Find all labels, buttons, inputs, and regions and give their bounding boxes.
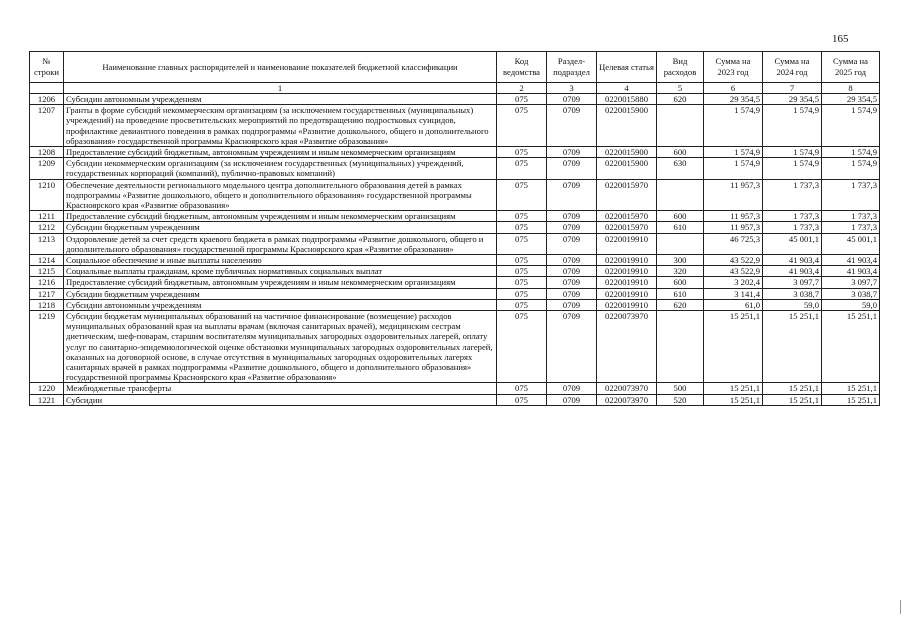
row-name: Социальные выплаты гражданам, кроме публичных нормативных социальных выплат — [64, 266, 497, 277]
table-row — [30, 211, 880, 222]
row-sum-2025: 15 251,1 — [822, 394, 880, 405]
row-section: 0709 — [547, 105, 597, 147]
row-name: Субсидии некоммерческим организациям (за исключением государственных (муниципальных) учреждений, государственных корпораций (компаний), публично-правовых компаний) — [64, 158, 497, 179]
row-target: 0220019910 — [597, 255, 657, 266]
table-row — [30, 233, 880, 254]
row-dept-code: 075 — [497, 233, 547, 254]
row-number: 1208 — [30, 147, 64, 158]
row-dept-code: 075 — [497, 211, 547, 222]
col-index: 6 — [704, 83, 763, 94]
row-target: 0220019910 — [597, 233, 657, 254]
row-section: 0709 — [547, 255, 597, 266]
row-sum-2023: 1 574,9 — [704, 158, 763, 179]
col-index: 8 — [822, 83, 880, 94]
table-row — [30, 394, 880, 405]
row-sum-2023: 15 251,1 — [704, 311, 763, 383]
row-sum-2024: 1 737,3 — [763, 222, 822, 233]
row-number: 1206 — [30, 94, 64, 105]
row-number: 1211 — [30, 211, 64, 222]
row-target: 0220015900 — [597, 105, 657, 147]
row-sum-2024: 41 903,4 — [763, 266, 822, 277]
row-name: Предоставление субсидий бюджетным, автономным учреждениям и иным некоммерческим организациям — [64, 277, 497, 288]
row-sum-2023: 43 522,9 — [704, 255, 763, 266]
header-expense-type: Вид расходов — [657, 52, 704, 83]
row-name: Субсидии бюджетным учреждениям — [64, 288, 497, 299]
row-section: 0709 — [547, 288, 597, 299]
row-section: 0709 — [547, 158, 597, 179]
row-expense-type: 600 — [657, 277, 704, 288]
row-expense-type: 610 — [657, 222, 704, 233]
row-expense-type: 520 — [657, 394, 704, 405]
row-dept-code: 075 — [497, 179, 547, 211]
header-row — [30, 52, 880, 83]
row-name: Межбюджетные трансферты — [64, 383, 497, 394]
row-dept-code: 075 — [497, 299, 547, 310]
row-number: 1213 — [30, 233, 64, 254]
header-sum-2023: Сумма на 2023 год — [704, 52, 763, 83]
row-dept-code: 075 — [497, 266, 547, 277]
row-sum-2025: 41 903,4 — [822, 266, 880, 277]
row-target: 0220073970 — [597, 311, 657, 383]
row-section: 0709 — [547, 94, 597, 105]
row-sum-2023: 1 574,9 — [704, 105, 763, 147]
row-target: 0220073970 — [597, 394, 657, 405]
row-sum-2025: 3 038,7 — [822, 288, 880, 299]
row-sum-2025: 1 737,3 — [822, 179, 880, 211]
row-expense-type — [657, 311, 704, 383]
col-index: 4 — [597, 83, 657, 94]
row-sum-2024: 59,0 — [763, 299, 822, 310]
row-sum-2024: 1 737,3 — [763, 211, 822, 222]
table-row — [30, 311, 880, 383]
row-target: 0220015880 — [597, 94, 657, 105]
row-dept-code: 075 — [497, 277, 547, 288]
row-sum-2023: 15 251,1 — [704, 394, 763, 405]
row-sum-2025: 1 574,9 — [822, 105, 880, 147]
row-expense-type: 600 — [657, 147, 704, 158]
row-sum-2024: 15 251,1 — [763, 311, 822, 383]
row-number: 1214 — [30, 255, 64, 266]
table-row — [30, 158, 880, 179]
row-number: 1218 — [30, 299, 64, 310]
row-sum-2025: 29 354,5 — [822, 94, 880, 105]
row-target: 0220015970 — [597, 211, 657, 222]
row-sum-2024: 3 097,7 — [763, 277, 822, 288]
row-dept-code: 075 — [497, 158, 547, 179]
row-name: Субсидии бюджетным учреждениям — [64, 222, 497, 233]
table-row — [30, 383, 880, 394]
row-name: Субсидии автономным учреждениям — [64, 94, 497, 105]
col-index: 2 — [497, 83, 547, 94]
row-section: 0709 — [547, 277, 597, 288]
row-number: 1216 — [30, 277, 64, 288]
row-number: 1215 — [30, 266, 64, 277]
budget-table — [29, 51, 880, 406]
row-name: Оздоровление детей за счет средств краевого бюджета в рамках подпрограммы «Развитие дошкольного, общего и дополнительного образования» государственной программы Красноярского края «Развитие образования» — [64, 233, 497, 254]
table-header — [30, 52, 880, 94]
col-index — [30, 83, 64, 94]
row-section: 0709 — [547, 147, 597, 158]
row-section: 0709 — [547, 383, 597, 394]
row-sum-2023: 1 574,9 — [704, 147, 763, 158]
row-dept-code: 075 — [497, 255, 547, 266]
row-sum-2025: 3 097,7 — [822, 277, 880, 288]
row-expense-type — [657, 233, 704, 254]
row-target: 0220015970 — [597, 222, 657, 233]
header-row-no: № строки — [30, 52, 64, 83]
row-expense-type: 320 — [657, 266, 704, 277]
row-expense-type: 620 — [657, 94, 704, 105]
header-sum-2025: Сумма на 2025 год — [822, 52, 880, 83]
header-sum-2024: Сумма на 2024 год — [763, 52, 822, 83]
row-sum-2024: 1 574,9 — [763, 147, 822, 158]
row-name: Субсидии автономным учреждениям — [64, 299, 497, 310]
table-row — [30, 299, 880, 310]
table-row — [30, 222, 880, 233]
row-name: Субсидии — [64, 394, 497, 405]
row-sum-2025: 1 737,3 — [822, 222, 880, 233]
table-row — [30, 94, 880, 105]
row-name: Гранты в форме субсидий некоммерческим организациям (за исключением государственных (муниципальных) учреждений) на проведение просветительских мероприятий по предотвращению подростковых суицидов, профилактике девиантного поведения в рамках подпрограммы «Развитие дошкольного, общего и дополнительного образования» государственной программы Красноярского края «Развитие образования» — [64, 105, 497, 147]
row-dept-code: 075 — [497, 94, 547, 105]
row-sum-2025: 1 737,3 — [822, 211, 880, 222]
row-sum-2025: 15 251,1 — [822, 383, 880, 394]
row-number: 1207 — [30, 105, 64, 147]
row-target: 0220015900 — [597, 147, 657, 158]
row-target: 0220015970 — [597, 179, 657, 211]
row-sum-2025: 41 903,4 — [822, 255, 880, 266]
col-index: 1 — [64, 83, 497, 94]
row-target: 0220015900 — [597, 158, 657, 179]
row-section: 0709 — [547, 233, 597, 254]
row-section: 0709 — [547, 222, 597, 233]
row-number: 1221 — [30, 394, 64, 405]
table-row — [30, 277, 880, 288]
row-dept-code: 075 — [497, 394, 547, 405]
col-index: 7 — [763, 83, 822, 94]
row-target: 0220073970 — [597, 383, 657, 394]
row-dept-code: 075 — [497, 105, 547, 147]
row-section: 0709 — [547, 299, 597, 310]
row-section: 0709 — [547, 179, 597, 211]
row-dept-code: 075 — [497, 222, 547, 233]
row-sum-2025: 1 574,9 — [822, 158, 880, 179]
row-expense-type: 610 — [657, 288, 704, 299]
row-target: 0220019910 — [597, 299, 657, 310]
table-body — [30, 94, 880, 406]
table-row — [30, 255, 880, 266]
row-sum-2023: 11 957,3 — [704, 179, 763, 211]
table-row — [30, 179, 880, 211]
row-dept-code: 075 — [497, 288, 547, 299]
header-dept-code: Код ведомства — [497, 52, 547, 83]
row-sum-2023: 61,0 — [704, 299, 763, 310]
row-sum-2024: 15 251,1 — [763, 394, 822, 405]
row-target: 0220019910 — [597, 277, 657, 288]
row-sum-2023: 29 354,5 — [704, 94, 763, 105]
row-dept-code: 075 — [497, 311, 547, 383]
row-sum-2024: 41 903,4 — [763, 255, 822, 266]
row-number: 1209 — [30, 158, 64, 179]
page-number: 165 — [832, 33, 849, 45]
row-expense-type: 620 — [657, 299, 704, 310]
table-row — [30, 105, 880, 147]
row-expense-type: 630 — [657, 158, 704, 179]
row-name: Предоставление субсидий бюджетным, автономным учреждениям и иным некоммерческим организациям — [64, 211, 497, 222]
scan-margin-mark — [900, 600, 901, 614]
row-target: 0220019910 — [597, 288, 657, 299]
row-expense-type — [657, 179, 704, 211]
row-sum-2023: 46 725,3 — [704, 233, 763, 254]
row-number: 1212 — [30, 222, 64, 233]
row-sum-2025: 1 574,9 — [822, 147, 880, 158]
row-sum-2023: 15 251,1 — [704, 383, 763, 394]
table-row — [30, 288, 880, 299]
col-index: 3 — [547, 83, 597, 94]
table-row — [30, 147, 880, 158]
row-sum-2024: 1 574,9 — [763, 158, 822, 179]
row-number: 1210 — [30, 179, 64, 211]
row-section: 0709 — [547, 211, 597, 222]
row-sum-2024: 15 251,1 — [763, 383, 822, 394]
header-target: Целевая статья — [597, 52, 657, 83]
row-name: Обеспечение деятельности регионального модельного центра дополнительного образования детей в рамках подпрограммы «Развитие дошкольного, общего и дополнительного образования» государственной программы Красноярского края «Развитие образования» — [64, 179, 497, 211]
row-sum-2024: 1 737,3 — [763, 179, 822, 211]
row-number: 1220 — [30, 383, 64, 394]
header-section: Раздел-подраздел — [547, 52, 597, 83]
row-sum-2024: 3 038,7 — [763, 288, 822, 299]
row-name: Предоставление субсидий бюджетным, автономным учреждениям и иным некоммерческим организациям — [64, 147, 497, 158]
row-dept-code: 075 — [497, 383, 547, 394]
row-expense-type: 500 — [657, 383, 704, 394]
column-index-row — [30, 83, 880, 94]
row-number: 1217 — [30, 288, 64, 299]
row-expense-type: 300 — [657, 255, 704, 266]
row-target: 0220019910 — [597, 266, 657, 277]
row-dept-code: 075 — [497, 147, 547, 158]
table-row — [30, 266, 880, 277]
row-sum-2025: 45 001,1 — [822, 233, 880, 254]
row-name: Субсидии бюджетам муниципальных образований на частичное финансирование (возмещение) расходов муниципальных образований края на выплаты врачам (включая санитарных врачей), медицинским сестрам диетическим, шеф-поварам, старшим воспитателям муниципальных загородных оздоровительных лагерей, оплату услуг по санитарно-эпидемиологической оценке обстановки муниципальных загородных оздоровительных лагерей, оказанных на договорной основе, в случае отсутствия в муниципальных загородных оздоровительных лагерях санитарных врачей в рамках подпрограммы «Развитие дошкольного, общего и дополнительного образования» государственной программы Красноярского края «Развитие образования» — [64, 311, 497, 383]
row-section: 0709 — [547, 311, 597, 383]
row-sum-2023: 3 202,4 — [704, 277, 763, 288]
row-sum-2023: 3 141,4 — [704, 288, 763, 299]
row-section: 0709 — [547, 266, 597, 277]
row-sum-2025: 15 251,1 — [822, 311, 880, 383]
row-expense-type — [657, 105, 704, 147]
row-sum-2024: 1 574,9 — [763, 105, 822, 147]
col-index: 5 — [657, 83, 704, 94]
row-expense-type: 600 — [657, 211, 704, 222]
header-name: Наименование главных распорядителей и наименование показателей бюджетной классификации — [64, 52, 497, 83]
row-sum-2023: 43 522,9 — [704, 266, 763, 277]
row-section: 0709 — [547, 394, 597, 405]
row-sum-2023: 11 957,3 — [704, 222, 763, 233]
row-sum-2023: 11 957,3 — [704, 211, 763, 222]
row-sum-2025: 59,0 — [822, 299, 880, 310]
row-sum-2024: 29 354,5 — [763, 94, 822, 105]
row-name: Социальное обеспечение и иные выплаты населению — [64, 255, 497, 266]
row-number: 1219 — [30, 311, 64, 383]
row-sum-2024: 45 001,1 — [763, 233, 822, 254]
